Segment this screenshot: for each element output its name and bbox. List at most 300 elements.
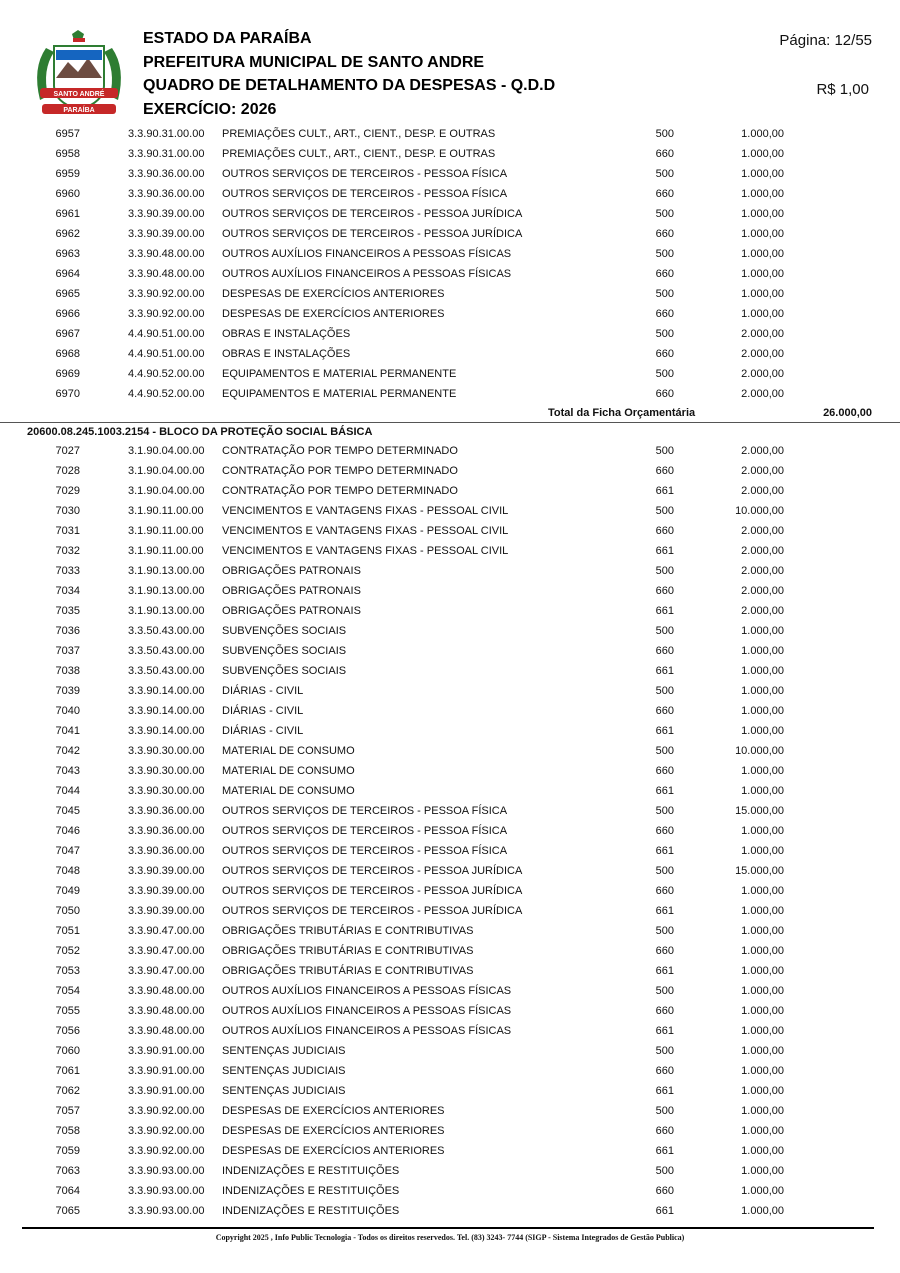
table-row — [0, 1201, 900, 1221]
descricao-cell: DESPESAS DE EXERCÍCIOS ANTERIORES — [222, 308, 445, 320]
fonte-cell: 500 — [655, 1045, 674, 1057]
fonte-cell: 660 — [655, 585, 674, 597]
descricao-cell: OBRIGAÇÕES TRIBUTÁRIAS E CONTRIBUTIVAS — [222, 945, 474, 957]
table-row — [0, 561, 900, 581]
table-row — [0, 1181, 900, 1201]
elemento-cell: 3.3.90.36.00.00 — [128, 805, 205, 817]
valor-cell: 2.000,00 — [741, 388, 784, 400]
fonte-cell: 660 — [655, 465, 674, 477]
expense-table — [0, 124, 900, 1221]
descricao-cell: SENTENÇAS JUDICIAIS — [222, 1045, 346, 1057]
ficha-cell: 7049 — [55, 885, 80, 897]
ficha-cell: 7030 — [55, 505, 80, 517]
elemento-cell: 3.3.90.31.00.00 — [128, 128, 205, 140]
ficha-cell: 7036 — [55, 625, 80, 637]
fonte-cell: 661 — [655, 605, 674, 617]
table-row — [0, 921, 900, 941]
fonte-cell: 660 — [655, 388, 674, 400]
ficha-cell: 7047 — [55, 845, 80, 857]
elemento-cell: 3.3.90.36.00.00 — [128, 168, 205, 180]
elemento-cell: 3.3.90.14.00.00 — [128, 705, 205, 717]
valor-cell: 1.000,00 — [741, 228, 784, 240]
fonte-cell: 500 — [655, 985, 674, 997]
ficha-cell: 7052 — [55, 945, 80, 957]
valor-cell: 1.000,00 — [741, 248, 784, 260]
elemento-cell: 3.3.90.36.00.00 — [128, 845, 205, 857]
ficha-cell: 7028 — [55, 465, 80, 477]
fonte-cell: 660 — [655, 308, 674, 320]
fonte-cell: 661 — [655, 965, 674, 977]
elemento-cell: 3.3.90.47.00.00 — [128, 965, 205, 977]
valor-cell: 1.000,00 — [741, 705, 784, 717]
table-row — [0, 841, 900, 861]
table-row — [0, 801, 900, 821]
elemento-cell: 3.3.90.48.00.00 — [128, 985, 205, 997]
fonte-cell: 660 — [655, 228, 674, 240]
fonte-cell: 500 — [655, 168, 674, 180]
table-row — [0, 621, 900, 641]
table-row — [0, 641, 900, 661]
fonte-cell: 500 — [655, 745, 674, 757]
valor-cell: 15.000,00 — [735, 865, 784, 877]
table-row — [0, 521, 900, 541]
table-row — [0, 1001, 900, 1021]
elemento-cell: 3.1.90.11.00.00 — [128, 545, 204, 557]
descricao-cell: MATERIAL DE CONSUMO — [222, 785, 355, 797]
elemento-cell: 3.3.50.43.00.00 — [128, 665, 205, 677]
descricao-cell: DIÁRIAS - CIVIL — [222, 725, 304, 737]
ficha-cell: 7064 — [55, 1185, 80, 1197]
table-row — [0, 681, 900, 701]
table-row — [0, 601, 900, 621]
state-title: ESTADO DA PARAÍBA — [143, 30, 312, 47]
fonte-cell: 660 — [655, 765, 674, 777]
valor-cell: 2.000,00 — [741, 525, 784, 537]
descricao-cell: DIÁRIAS - CIVIL — [222, 685, 304, 697]
elemento-cell: 3.3.90.93.00.00 — [128, 1165, 205, 1177]
descricao-cell: OBRIGAÇÕES PATRONAIS — [222, 605, 361, 617]
descricao-cell: OBRIGAÇÕES PATRONAIS — [222, 565, 361, 577]
descricao-cell: OUTROS AUXÍLIOS FINANCEIROS A PESSOAS FÍSICAS — [222, 248, 512, 260]
ficha-cell: 7055 — [55, 1005, 80, 1017]
elemento-cell: 3.3.90.48.00.00 — [128, 268, 205, 280]
table-row — [0, 781, 900, 801]
descricao-cell: INDENIZAÇÕES E RESTITUIÇÕES — [222, 1185, 400, 1197]
table-row — [0, 441, 900, 461]
table-row — [0, 1161, 900, 1181]
valor-cell: 1.000,00 — [741, 168, 784, 180]
descricao-cell: PREMIAÇÕES CULT., ART., CIENT., DESP. E OUTRAS — [222, 148, 496, 160]
ficha-cell: 7048 — [55, 865, 80, 877]
elemento-cell: 3.1.90.11.00.00 — [128, 505, 204, 517]
fonte-cell: 500 — [655, 1105, 674, 1117]
descricao-cell: OUTROS SERVIÇOS DE TERCEIROS - PESSOA FÍSICA — [222, 168, 508, 180]
valor-cell: 1.000,00 — [741, 985, 784, 997]
ficha-cell: 7038 — [55, 665, 80, 677]
valor-cell: 1.000,00 — [741, 905, 784, 917]
table-row — [0, 501, 900, 521]
table-row — [0, 144, 900, 164]
descricao-cell: EQUIPAMENTOS E MATERIAL PERMANENTE — [222, 368, 457, 380]
table-row — [0, 661, 900, 681]
descricao-cell: OUTROS SERVIÇOS DE TERCEIROS - PESSOA JURÍDICA — [222, 865, 523, 877]
valor-cell: 1.000,00 — [741, 885, 784, 897]
elemento-cell: 3.3.90.36.00.00 — [128, 825, 205, 837]
valor-cell: 1.000,00 — [741, 945, 784, 957]
elemento-cell: 4.4.90.51.00.00 — [128, 348, 205, 360]
fonte-cell: 500 — [655, 1165, 674, 1177]
elemento-cell: 3.3.90.14.00.00 — [128, 685, 205, 697]
valor-cell: 1.000,00 — [741, 645, 784, 657]
ficha-cell: 6958 — [55, 148, 80, 160]
elemento-cell: 3.1.90.04.00.00 — [128, 485, 205, 497]
valor-cell: 2.000,00 — [741, 585, 784, 597]
descricao-cell: VENCIMENTOS E VANTAGENS FIXAS - PESSOAL CIVIL — [222, 505, 509, 517]
descricao-cell: OBRAS E INSTALAÇÕES — [222, 328, 351, 340]
valor-cell: 2.000,00 — [741, 368, 784, 380]
ficha-cell: 7059 — [55, 1145, 80, 1157]
table-row — [0, 284, 900, 304]
ficha-cell: 7046 — [55, 825, 80, 837]
table-row — [0, 324, 900, 344]
table-row — [0, 541, 900, 561]
elemento-cell: 3.3.90.92.00.00 — [128, 1145, 205, 1157]
elemento-cell: 3.3.90.48.00.00 — [128, 1005, 205, 1017]
page-number: Página: 12/55 — [779, 32, 872, 49]
fonte-cell: 500 — [655, 128, 674, 140]
ficha-cell: 7029 — [55, 485, 80, 497]
table-row — [0, 721, 900, 741]
elemento-cell: 3.3.90.92.00.00 — [128, 288, 205, 300]
table-row — [0, 901, 900, 921]
ficha-cell: 7062 — [55, 1085, 80, 1097]
fonte-cell: 660 — [655, 268, 674, 280]
elemento-cell: 3.3.90.48.00.00 — [128, 1025, 205, 1037]
valor-cell: 1.000,00 — [741, 128, 784, 140]
fonte-cell: 660 — [655, 1125, 674, 1137]
descricao-cell: OUTROS SERVIÇOS DE TERCEIROS - PESSOA JURÍDICA — [222, 228, 523, 240]
ficha-cell: 7043 — [55, 765, 80, 777]
elemento-cell: 3.3.90.30.00.00 — [128, 765, 205, 777]
ficha-cell: 7039 — [55, 685, 80, 697]
fonte-cell: 661 — [655, 905, 674, 917]
elemento-cell: 3.3.50.43.00.00 — [128, 645, 205, 657]
ficha-cell: 6966 — [55, 308, 80, 320]
valor-cell: 2.000,00 — [741, 605, 784, 617]
descricao-cell: OUTROS AUXÍLIOS FINANCEIROS A PESSOAS FÍSICAS — [222, 268, 512, 280]
valor-cell: 1.000,00 — [741, 785, 784, 797]
fonte-cell: 500 — [655, 865, 674, 877]
block1-rows — [0, 124, 900, 404]
ficha-cell: 7060 — [55, 1045, 80, 1057]
elemento-cell: 3.1.90.13.00.00 — [128, 565, 205, 577]
valor-cell: 1.000,00 — [741, 1205, 784, 1217]
elemento-cell: 3.3.90.91.00.00 — [128, 1045, 205, 1057]
table-row — [0, 1061, 900, 1081]
descricao-cell: OUTROS SERVIÇOS DE TERCEIROS - PESSOA FÍSICA — [222, 805, 508, 817]
elemento-cell: 3.3.90.14.00.00 — [128, 725, 205, 737]
currency-unit: R$ 1,00 — [816, 81, 869, 98]
valor-cell: 1.000,00 — [741, 1005, 784, 1017]
valor-cell: 1.000,00 — [741, 1025, 784, 1037]
descricao-cell: INDENIZAÇÕES E RESTITUIÇÕES — [222, 1205, 400, 1217]
valor-cell: 2.000,00 — [741, 348, 784, 360]
ficha-cell: 6967 — [55, 328, 80, 340]
ficha-cell: 7032 — [55, 545, 80, 557]
ficha-cell: 7058 — [55, 1125, 80, 1137]
ficha-cell: 7035 — [55, 605, 80, 617]
municipality-title: PREFEITURA MUNICIPAL DE SANTO ANDRE — [143, 54, 485, 71]
table-row — [0, 881, 900, 901]
fonte-cell: 660 — [655, 705, 674, 717]
ficha-cell: 7053 — [55, 965, 80, 977]
ficha-cell: 7050 — [55, 905, 80, 917]
descricao-cell: OUTROS AUXÍLIOS FINANCEIROS A PESSOAS FÍSICAS — [222, 1005, 512, 1017]
valor-cell: 2.000,00 — [741, 465, 784, 477]
total-row — [0, 404, 900, 423]
fonte-cell: 661 — [655, 665, 674, 677]
logo-ribbon-bottom: PARAÍBA — [63, 107, 95, 114]
elemento-cell: 3.3.90.39.00.00 — [128, 865, 205, 877]
descricao-cell: OUTROS SERVIÇOS DE TERCEIROS - PESSOA JURÍDICA — [222, 885, 523, 897]
valor-cell: 1.000,00 — [741, 208, 784, 220]
ficha-cell: 7054 — [55, 985, 80, 997]
elemento-cell: 4.4.90.52.00.00 — [128, 388, 205, 400]
fonte-cell: 661 — [655, 545, 674, 557]
valor-cell: 1.000,00 — [741, 1045, 784, 1057]
descricao-cell: SENTENÇAS JUDICIAIS — [222, 1065, 346, 1077]
table-row — [0, 364, 900, 384]
table-row — [0, 861, 900, 881]
ficha-cell: 6962 — [55, 228, 80, 240]
elemento-cell: 3.3.90.92.00.00 — [128, 1105, 205, 1117]
total-label: Total da Ficha Orçamentária — [548, 407, 696, 419]
fonte-cell: 500 — [655, 208, 674, 220]
descricao-cell: OBRAS E INSTALAÇÕES — [222, 348, 351, 360]
valor-cell: 1.000,00 — [741, 148, 784, 160]
table-row — [0, 981, 900, 1001]
footer-copyright: Copyright 2025 , Info Public Tecnologia - Todos os direitos reservedos. Tel. (83) 3243- 7744 (SIGP - Sistema Integrados de Gestão Publica) — [215, 1233, 685, 1242]
valor-cell: 15.000,00 — [735, 805, 784, 817]
elemento-cell: 3.3.90.47.00.00 — [128, 945, 205, 957]
table-row — [0, 1021, 900, 1041]
valor-cell: 1.000,00 — [741, 725, 784, 737]
ficha-cell: 7065 — [55, 1205, 80, 1217]
valor-cell: 1.000,00 — [741, 288, 784, 300]
fonte-cell: 500 — [655, 505, 674, 517]
ficha-cell: 7063 — [55, 1165, 80, 1177]
table-row — [0, 204, 900, 224]
ficha-cell: 7061 — [55, 1065, 80, 1077]
valor-cell: 10.000,00 — [735, 745, 784, 757]
valor-cell: 1.000,00 — [741, 308, 784, 320]
fonte-cell: 660 — [655, 945, 674, 957]
fonte-cell: 500 — [655, 805, 674, 817]
descricao-cell: VENCIMENTOS E VANTAGENS FIXAS - PESSOAL CIVIL — [222, 525, 509, 537]
table-row — [0, 961, 900, 981]
fonte-cell: 500 — [655, 368, 674, 380]
elemento-cell: 4.4.90.51.00.00 — [128, 328, 205, 340]
descricao-cell: OUTROS SERVIÇOS DE TERCEIROS - PESSOA FÍSICA — [222, 845, 508, 857]
fonte-cell: 661 — [655, 1085, 674, 1097]
table-row — [0, 1041, 900, 1061]
fonte-cell: 660 — [655, 148, 674, 160]
ficha-cell: 7037 — [55, 645, 80, 657]
descricao-cell: OUTROS SERVIÇOS DE TERCEIROS - PESSOA FÍSICA — [222, 825, 508, 837]
descricao-cell: VENCIMENTOS E VANTAGENS FIXAS - PESSOAL CIVIL — [222, 545, 509, 557]
descricao-cell: DESPESAS DE EXERCÍCIOS ANTERIORES — [222, 1145, 445, 1157]
table-row — [0, 344, 900, 364]
table-row — [0, 941, 900, 961]
valor-cell: 2.000,00 — [741, 545, 784, 557]
fonte-cell: 500 — [655, 925, 674, 937]
descricao-cell: SUBVENÇÕES SOCIAIS — [222, 625, 347, 637]
descricao-cell: DESPESAS DE EXERCÍCIOS ANTERIORES — [222, 288, 445, 300]
fonte-cell: 660 — [655, 348, 674, 360]
elemento-cell: 3.1.90.13.00.00 — [128, 605, 205, 617]
elemento-cell: 3.1.90.04.00.00 — [128, 465, 205, 477]
elemento-cell: 3.3.90.93.00.00 — [128, 1205, 205, 1217]
table-row — [0, 304, 900, 324]
valor-cell: 1.000,00 — [741, 685, 784, 697]
table-row — [0, 164, 900, 184]
table-row — [0, 1081, 900, 1101]
fonte-cell: 500 — [655, 565, 674, 577]
valor-cell: 1.000,00 — [741, 1085, 784, 1097]
elemento-cell: 3.3.90.92.00.00 — [128, 1125, 205, 1137]
valor-cell: 2.000,00 — [741, 328, 784, 340]
elemento-cell: 3.1.90.11.00.00 — [128, 525, 204, 537]
table-row — [0, 124, 900, 144]
footer-divider — [22, 1227, 874, 1229]
elemento-cell: 3.3.90.91.00.00 — [128, 1085, 205, 1097]
elemento-cell: 3.3.90.30.00.00 — [128, 785, 205, 797]
ficha-cell: 7057 — [55, 1105, 80, 1117]
elemento-cell: 3.3.90.91.00.00 — [128, 1065, 205, 1077]
valor-cell: 1.000,00 — [741, 1145, 784, 1157]
fonte-cell: 660 — [655, 1065, 674, 1077]
descricao-cell: INDENIZAÇÕES E RESTITUIÇÕES — [222, 1165, 400, 1177]
descricao-cell: OUTROS AUXÍLIOS FINANCEIROS A PESSOAS FÍSICAS — [222, 1025, 512, 1037]
ficha-cell: 7045 — [55, 805, 80, 817]
elemento-cell: 3.3.90.39.00.00 — [128, 228, 205, 240]
elemento-cell: 3.1.90.13.00.00 — [128, 585, 205, 597]
ficha-cell: 7051 — [55, 925, 80, 937]
table-row — [0, 224, 900, 244]
descricao-cell: OUTROS AUXÍLIOS FINANCEIROS A PESSOAS FÍSICAS — [222, 985, 512, 997]
total-value: 26.000,00 — [823, 407, 872, 419]
table-row — [0, 821, 900, 841]
elemento-cell: 3.3.90.92.00.00 — [128, 308, 205, 320]
report-title: QUADRO DE DETALHAMENTO DA DESPESAS - Q.D.D — [143, 77, 556, 94]
fonte-cell: 500 — [655, 248, 674, 260]
table-row — [0, 1121, 900, 1141]
ficha-cell: 6965 — [55, 288, 80, 300]
fonte-cell: 660 — [655, 1185, 674, 1197]
elemento-cell: 3.3.90.30.00.00 — [128, 745, 205, 757]
valor-cell: 1.000,00 — [741, 765, 784, 777]
descricao-cell: OBRIGAÇÕES TRIBUTÁRIAS E CONTRIBUTIVAS — [222, 965, 474, 977]
valor-cell: 2.000,00 — [741, 565, 784, 577]
section-heading: 20600.08.245.1003.2154 - BLOCO DA PROTEÇÃO SOCIAL BÁSICA — [27, 426, 373, 438]
ficha-cell: 7042 — [55, 745, 80, 757]
descricao-cell: DIÁRIAS - CIVIL — [222, 705, 304, 717]
elemento-cell: 3.3.90.39.00.00 — [128, 905, 205, 917]
fonte-cell: 660 — [655, 1005, 674, 1017]
descricao-cell: SUBVENÇÕES SOCIAIS — [222, 665, 347, 677]
elemento-cell: 3.3.90.47.00.00 — [128, 925, 205, 937]
elemento-cell: 3.3.90.93.00.00 — [128, 1185, 205, 1197]
descricao-cell: SENTENÇAS JUDICIAIS — [222, 1085, 346, 1097]
valor-cell: 1.000,00 — [741, 1065, 784, 1077]
fonte-cell: 661 — [655, 725, 674, 737]
valor-cell: 1.000,00 — [741, 1105, 784, 1117]
descricao-cell: DESPESAS DE EXERCÍCIOS ANTERIORES — [222, 1125, 445, 1137]
elemento-cell: 4.4.90.52.00.00 — [128, 368, 205, 380]
municipal-coat-of-arms — [26, 28, 132, 122]
descricao-cell: CONTRATAÇÃO POR TEMPO DETERMINADO — [222, 445, 458, 457]
ficha-cell: 6964 — [55, 268, 80, 280]
descricao-cell: EQUIPAMENTOS E MATERIAL PERMANENTE — [222, 388, 457, 400]
fonte-cell: 661 — [655, 785, 674, 797]
ficha-cell: 6957 — [55, 128, 80, 140]
fonte-cell: 661 — [655, 845, 674, 857]
ficha-cell: 7031 — [55, 525, 80, 537]
ficha-cell: 7033 — [55, 565, 80, 577]
fonte-cell: 660 — [655, 825, 674, 837]
fonte-cell: 500 — [655, 445, 674, 457]
ficha-cell: 7034 — [55, 585, 80, 597]
ficha-cell: 7044 — [55, 785, 80, 797]
ficha-cell: 7027 — [55, 445, 80, 457]
valor-cell: 1.000,00 — [741, 1165, 784, 1177]
ficha-cell: 6968 — [55, 348, 80, 360]
elemento-cell: 3.3.90.48.00.00 — [128, 248, 205, 260]
valor-cell: 1.000,00 — [741, 1185, 784, 1197]
elemento-cell: 3.3.50.43.00.00 — [128, 625, 205, 637]
ficha-cell: 7041 — [55, 725, 80, 737]
valor-cell: 1.000,00 — [741, 665, 784, 677]
descricao-cell: OUTROS SERVIÇOS DE TERCEIROS - PESSOA JURÍDICA — [222, 905, 523, 917]
valor-cell: 1.000,00 — [741, 925, 784, 937]
descricao-cell: MATERIAL DE CONSUMO — [222, 765, 355, 777]
descricao-cell: SUBVENÇÕES SOCIAIS — [222, 645, 347, 657]
descricao-cell: CONTRATAÇÃO POR TEMPO DETERMINADO — [222, 465, 458, 477]
elemento-cell: 3.3.90.36.00.00 — [128, 188, 205, 200]
logo-ribbon-top: SANTO ANDRÉ — [53, 91, 105, 98]
valor-cell: 1.000,00 — [741, 845, 784, 857]
fonte-cell: 660 — [655, 188, 674, 200]
block2-rows — [0, 441, 900, 1221]
ficha-cell: 7040 — [55, 705, 80, 717]
ficha-cell: 6960 — [55, 188, 80, 200]
table-row — [0, 761, 900, 781]
table-row — [0, 384, 900, 404]
descricao-cell: OBRIGAÇÕES PATRONAIS — [222, 585, 361, 597]
valor-cell: 1.000,00 — [741, 188, 784, 200]
ficha-cell: 6970 — [55, 388, 80, 400]
fonte-cell: 661 — [655, 485, 674, 497]
ficha-cell: 7056 — [55, 1025, 80, 1037]
ficha-cell: 6963 — [55, 248, 80, 260]
fonte-cell: 500 — [655, 288, 674, 300]
fonte-cell: 661 — [655, 1025, 674, 1037]
descricao-cell: OBRIGAÇÕES TRIBUTÁRIAS E CONTRIBUTIVAS — [222, 925, 474, 937]
table-row — [0, 581, 900, 601]
valor-cell: 1.000,00 — [741, 965, 784, 977]
table-row — [0, 701, 900, 721]
valor-cell: 10.000,00 — [735, 505, 784, 517]
